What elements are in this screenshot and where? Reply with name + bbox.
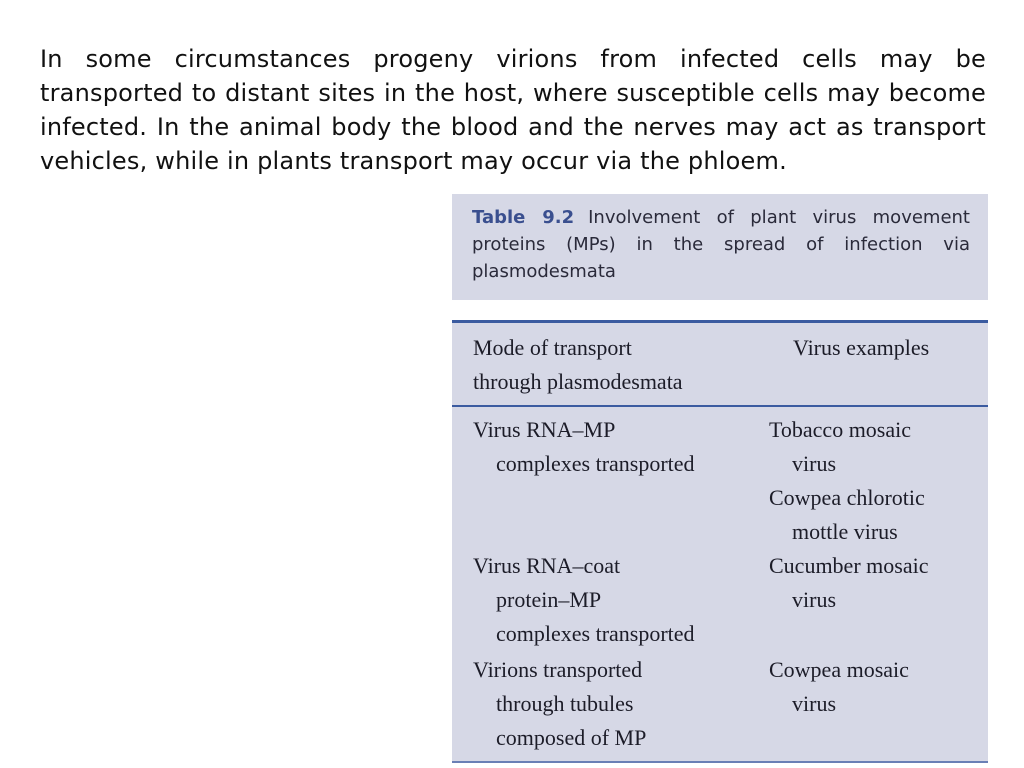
- row-2-mode-line-1: Virus RNA–coat: [473, 553, 621, 578]
- row-2-mode-line-2: protein–MP: [496, 587, 602, 612]
- table-label: Table 9.2: [472, 207, 575, 228]
- row-1-example-line-3: Cowpea chlorotic: [769, 485, 925, 510]
- header-mode-line-1: Mode of transport: [473, 335, 632, 360]
- intro-paragraph: In some circumstances progeny virions from infected cells may be transported to distant sites in the host, where susceptible cells may become infected. In the animal body the blood and the nerves may act as transport vehicles, while in plants transport may occur via the phloem.: [40, 45, 986, 175]
- row-1-example-line-1: Tobacco mosaic: [769, 417, 912, 442]
- row-3-mode-line-2: through tubules: [496, 691, 634, 716]
- row-3-mode: [473, 653, 773, 755]
- row-1-mode: [473, 413, 773, 481]
- row-3-example-line-2: virus: [792, 691, 836, 716]
- header-virus-examples: Virus examples: [793, 335, 930, 360]
- row-1-example-line-2: virus: [792, 451, 836, 476]
- row-1-example-line-4: mottle virus: [792, 519, 898, 544]
- header-mode-line-2: through plasmodesmata: [473, 369, 683, 394]
- row-2-example-line-2: virus: [792, 587, 836, 612]
- table-caption: [472, 204, 970, 285]
- row-3-example-line-1: Cowpea mosaic: [769, 657, 909, 682]
- table-caption-box: [452, 194, 988, 300]
- row-1-mode-line-1: Virus RNA–MP: [473, 417, 616, 442]
- row-2-mode: [473, 549, 773, 651]
- row-2-mode-line-3: complexes transported: [496, 621, 695, 646]
- row-1-examples: [769, 413, 985, 549]
- row-1-mode-line-2: complexes transported: [496, 451, 695, 476]
- table-header-row: [452, 323, 988, 407]
- row-3-examples: [769, 653, 985, 721]
- table-caption-text: Involvement of plant virus movement proteins (MPs) in the spread of infection via plasmodesmata: [472, 207, 970, 282]
- row-2-example-line-1: Cucumber mosaic: [769, 553, 929, 578]
- movement-protein-table: [452, 320, 988, 763]
- row-2-examples: [769, 549, 985, 617]
- row-3-mode-line-1: Virions transported: [473, 657, 643, 682]
- header-mode-of-transport: [473, 331, 773, 399]
- row-3-mode-line-3: composed of MP: [496, 725, 647, 750]
